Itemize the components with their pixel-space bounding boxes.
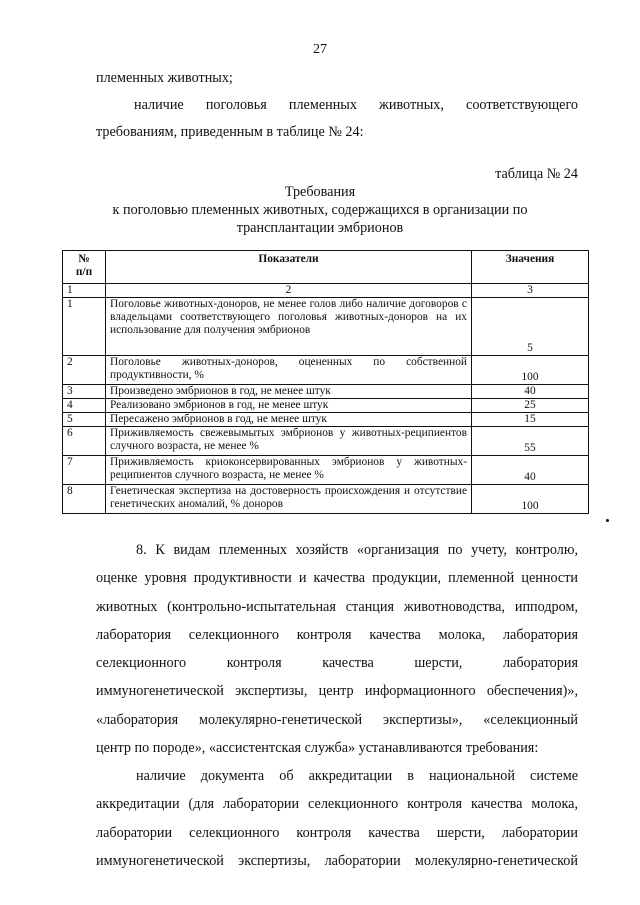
paragraph-line: центр по породе», «ассистентская служба» устанавливаются требования: (96, 740, 539, 757)
table-colnum-row (63, 284, 589, 298)
paragraph-line: наличие документа об аккредитации в национальной системе (136, 768, 578, 784)
page-number: 27 (313, 42, 327, 57)
row-indicator: Поголовье животных-доноров, оцененных по собственной продуктивности, % (106, 356, 472, 385)
header-number: № п/п (63, 251, 106, 284)
paragraph-line: лаборатории селекционного контроля качества шерсти, лаборатории (96, 824, 578, 841)
row-value: 100 (472, 485, 589, 514)
row-number: 7 (63, 456, 106, 485)
intro-line-1: племенных животных; (96, 70, 233, 86)
row-value: 40 (472, 456, 589, 485)
row-indicator: Поголовье животных-доноров, не менее голов либо наличие договоров с владельцами соответствующего поголовья животных-доноров на их использование для получения эмбрионов (106, 298, 472, 356)
table-row (63, 298, 589, 356)
row-number: 5 (63, 413, 106, 427)
paragraph-line: «лаборатория молекулярно-генетической экспертизы», «селекционный (96, 711, 578, 728)
table-title-line-2: к поголовью племенных животных, содержащихся в организации по (112, 202, 528, 218)
paragraph-line: иммуногенетической экспертизы, центр информационного обеспечения)», (96, 683, 578, 700)
table-title-line-1: Требования (284, 184, 356, 200)
table-header-row (63, 251, 589, 284)
row-number: 6 (63, 427, 106, 456)
header-indicators: Показатели (106, 251, 472, 284)
intro-line-2: наличие поголовья племенных животных, соответствующего (134, 97, 578, 113)
colnum-3: 3 (472, 284, 589, 298)
row-value: 55 (472, 427, 589, 456)
paragraph-line: иммуногенетической экспертизы, лаборатории молекулярно-генетической (96, 852, 578, 869)
row-number: 8 (63, 485, 106, 514)
row-number: 4 (63, 399, 106, 413)
table-row (63, 356, 589, 385)
paragraph-8 (96, 536, 578, 762)
table-row (63, 385, 589, 399)
table-row (63, 427, 589, 456)
stray-dot-mark (606, 519, 609, 522)
row-number: 1 (63, 298, 106, 356)
table-row (63, 399, 589, 413)
colnum-1: 1 (63, 284, 106, 298)
paragraph-9 (96, 762, 578, 875)
row-value: 5 (472, 298, 589, 356)
table-label: таблица № 24 (495, 166, 578, 182)
paragraph-line: животных (контрольно-испытательная станция животноводства, ипподром, (96, 598, 578, 615)
row-number: 2 (63, 356, 106, 385)
row-indicator: Генетическая экспертиза на достоверность происхождения и отсутствие генетических аномалий, % доноров (106, 485, 472, 514)
paragraph-line: аккредитации (для лаборатории селекционного контроля качества молока, (96, 796, 578, 813)
row-value: 15 (472, 413, 589, 427)
row-number: 3 (63, 385, 106, 399)
colnum-2: 2 (106, 284, 472, 298)
row-indicator: Произведено эмбрионов в год, не менее штук (106, 385, 472, 399)
header-values: Значения (472, 251, 589, 284)
row-value: 100 (472, 356, 589, 385)
table-row (63, 456, 589, 485)
paragraph-line: селекционного контроля качества шерсти, лаборатория (96, 655, 578, 672)
row-indicator: Пересажено эмбрионов в год, не менее штук (106, 413, 472, 427)
row-indicator: Приживляемость свежевымытых эмбрионов у животных-реципиентов случного возраста, не менее % (106, 427, 472, 456)
table-row (63, 485, 589, 514)
row-indicator: Приживляемость криоконсервированных эмбрионов у животных-реципиентов случного возраста, не менее % (106, 456, 472, 485)
table-title-line-3: трансплантации эмбрионов (236, 220, 404, 236)
requirements-table (62, 250, 589, 514)
paragraph-line: оценке уровня продуктивности и качества продукции, племенной ценности (96, 570, 578, 587)
paragraph-line: лаборатория селекционного контроля качества молока, лаборатория (96, 626, 578, 643)
row-value: 25 (472, 399, 589, 413)
intro-line-3: требованиям, приведенным в таблице № 24: (96, 124, 364, 140)
paragraph-line: 8. К видам племенных хозяйств «организация по учету, контролю, (136, 542, 578, 558)
row-value: 40 (472, 385, 589, 399)
table-row (63, 413, 589, 427)
row-indicator: Реализовано эмбрионов в год, не менее штук (106, 399, 472, 413)
